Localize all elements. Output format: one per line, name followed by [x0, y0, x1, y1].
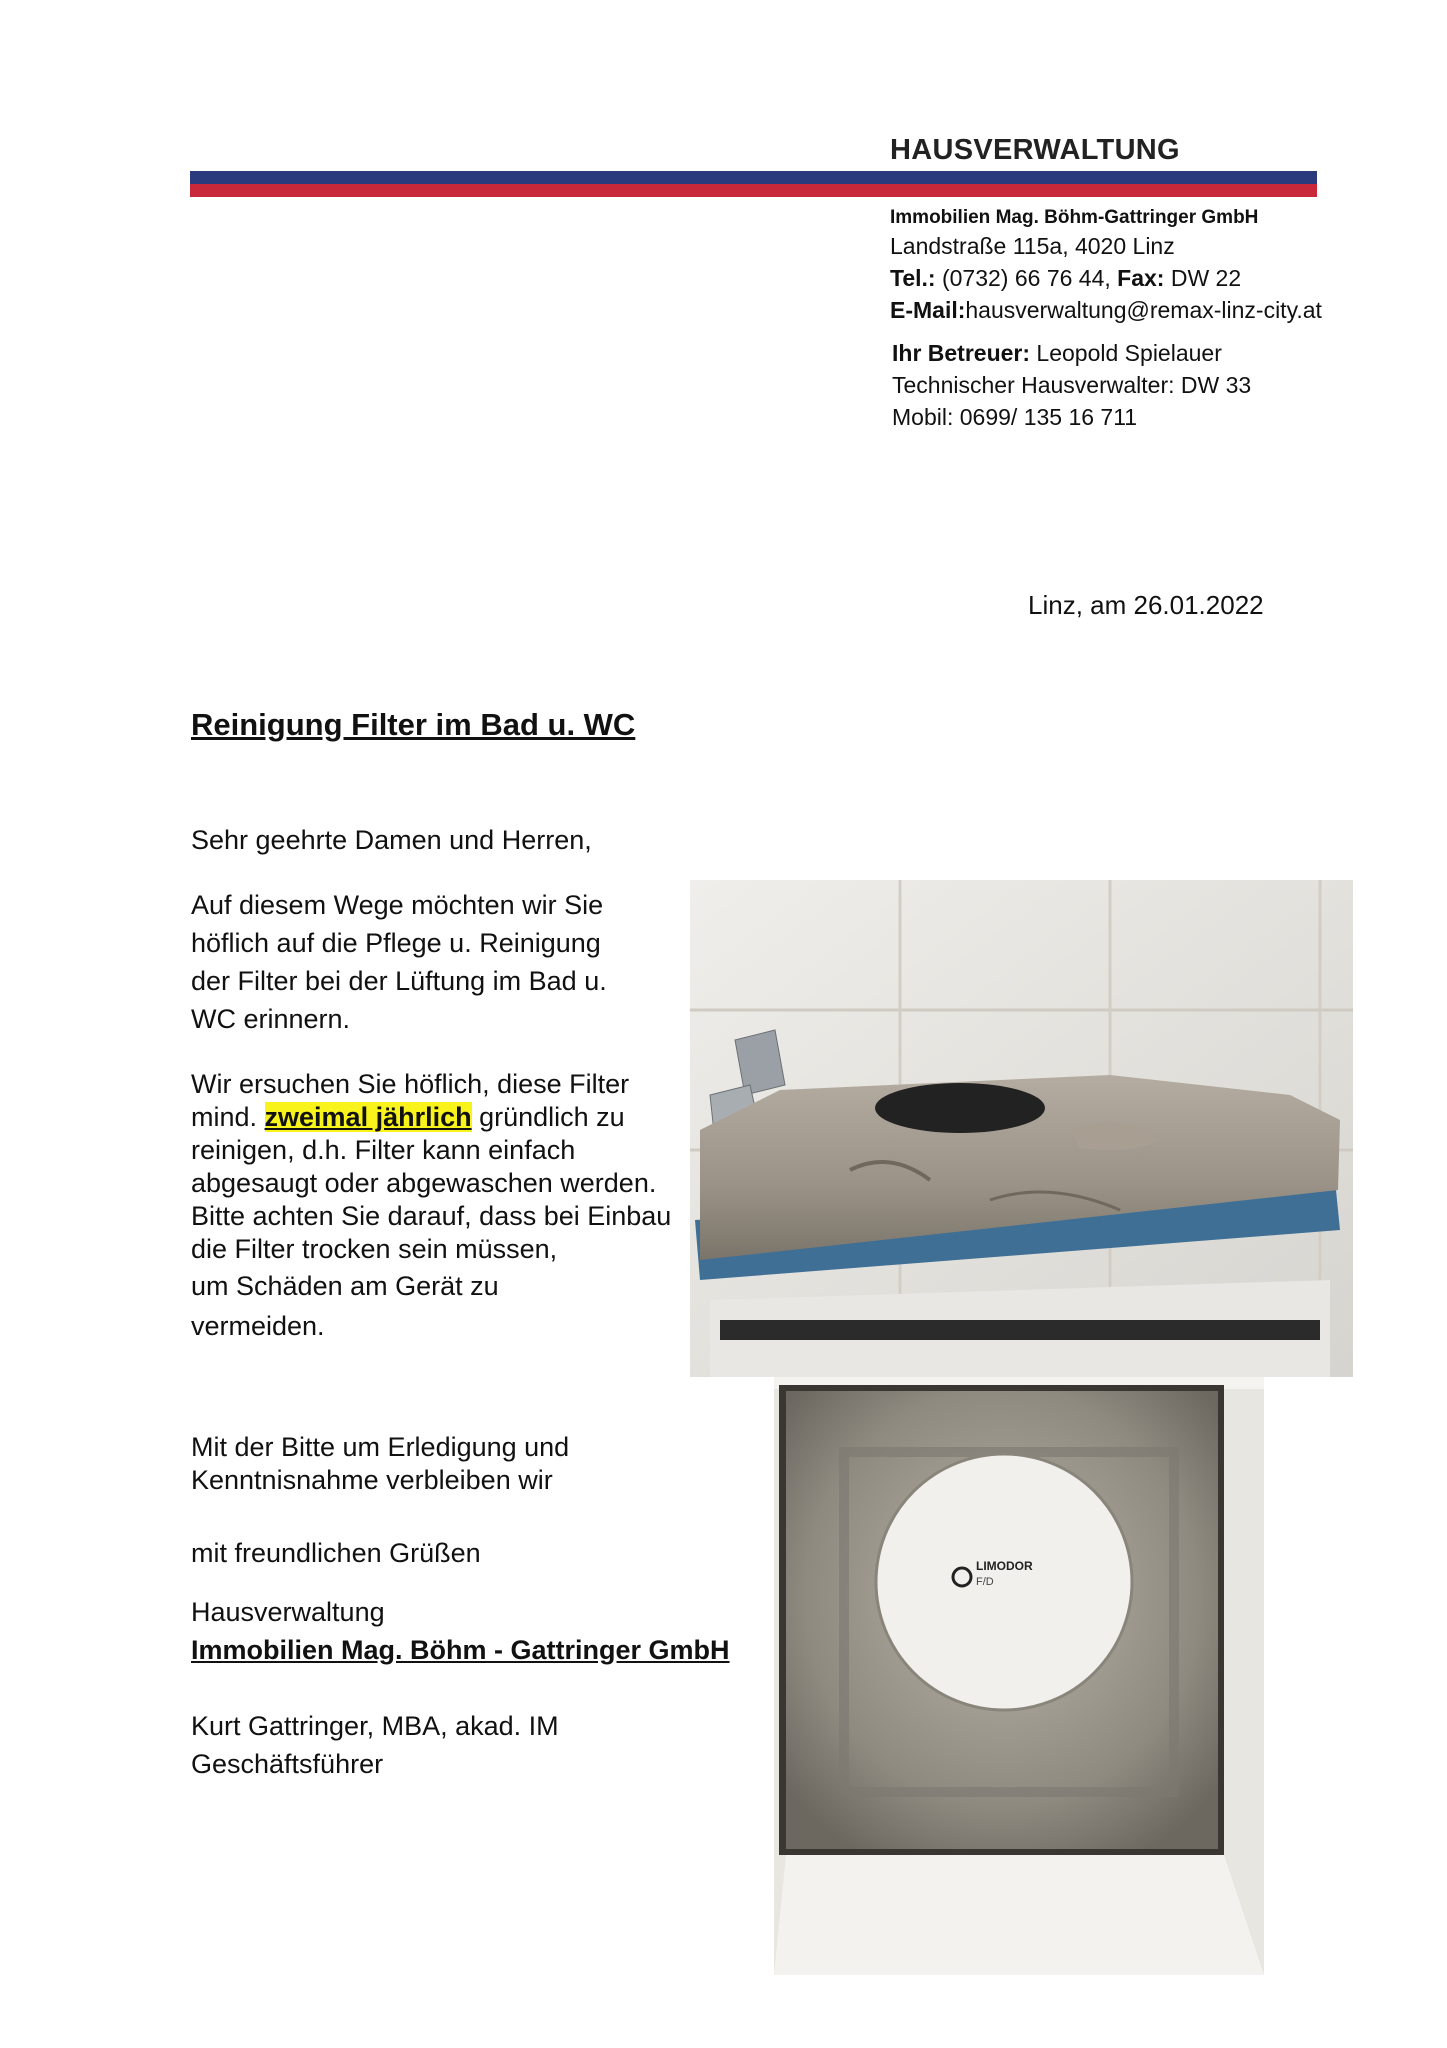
signoff-company: Immobilien Mag. Böhm - Gattringer GmbH	[191, 1635, 730, 1665]
instructions-text: gründlich zu reinigen, d.h. Filter kann einfach abgesaugt oder abgewaschen werden. Bitte achten Sie darauf, dass bei Einbau die Filter trocken sein müssen,	[191, 1102, 672, 1264]
letter-date: Linz, am 26.01.2022	[1028, 590, 1264, 620]
instructions-text: Wir ersuchen Sie höflich, diese Filter mind.	[191, 1069, 630, 1132]
greeting: mit freundlichen Grüßen	[191, 1538, 481, 1568]
paragraph-intro	[191, 886, 661, 1038]
highlight-frequency: zweimal jährlich	[264, 1102, 472, 1132]
salutation: Sehr geehrte Damen und Herren,	[191, 825, 592, 855]
dusty-vent-photo	[774, 1377, 1264, 1975]
paragraph-line: WC erinnern.	[191, 1004, 351, 1034]
tel-label: Tel.:	[890, 265, 936, 291]
paragraph-line: höflich auf die Pflege u. Reinigung	[191, 928, 601, 958]
contact-label: Ihr Betreuer:	[892, 340, 1031, 366]
paragraph-line: Auf diesem Wege möchten wir Sie	[191, 890, 604, 920]
tel-value: (0732) 66 76 44,	[935, 265, 1118, 291]
signer-role: Geschäftsführer	[191, 1749, 384, 1779]
paragraph-line: um Schäden am Gerät zu	[191, 1271, 499, 1301]
dusty-filter-photo	[690, 880, 1353, 1377]
letter-subject: Reinigung Filter im Bad u. WC	[191, 707, 636, 742]
contact-mobile: Mobil: 0699/ 135 16 711	[892, 404, 1138, 430]
contact-role: Technischer Hausverwalter: DW 33	[892, 372, 1252, 398]
company-name: Immobilien Mag. Böhm-Gattringer GmbH	[890, 207, 1259, 228]
closing	[191, 1431, 681, 1497]
vent-model-label: F/D	[976, 1576, 994, 1588]
signoff-department: Hausverwaltung	[191, 1597, 385, 1627]
paragraph-line: der Filter bei der Lüftung im Bad u.	[191, 966, 607, 996]
signer-name: Kurt Gattringer, MBA, akad. IM	[191, 1711, 559, 1741]
paragraph-instructions	[191, 1068, 681, 1346]
contact-person	[892, 340, 1222, 367]
letterhead-bar-blue	[190, 171, 1317, 184]
signer	[191, 1707, 681, 1783]
letterhead-title: HAUSVERWALTUNG	[890, 134, 1180, 166]
email-value: hausverwaltung@remax-linz-city.at	[965, 297, 1322, 323]
letterhead-bar-red	[190, 184, 1317, 197]
vent-brand-label: LIMODOR	[976, 1559, 1033, 1573]
paragraph-line: vermeiden.	[191, 1311, 325, 1341]
contact-name: Leopold Spielauer	[1030, 340, 1222, 366]
company-address: Landstraße 115a, 4020 Linz	[890, 233, 1175, 259]
email-label: E-Mail:	[890, 297, 966, 323]
company-phone	[890, 265, 1241, 292]
company-email	[890, 297, 1322, 324]
closing-line: Kenntnisnahme verbleiben wir	[191, 1465, 553, 1495]
closing-line: Mit der Bitte um Erledigung und	[191, 1432, 570, 1462]
fax-label: Fax:	[1117, 265, 1165, 291]
fax-value: DW 22	[1164, 265, 1242, 291]
